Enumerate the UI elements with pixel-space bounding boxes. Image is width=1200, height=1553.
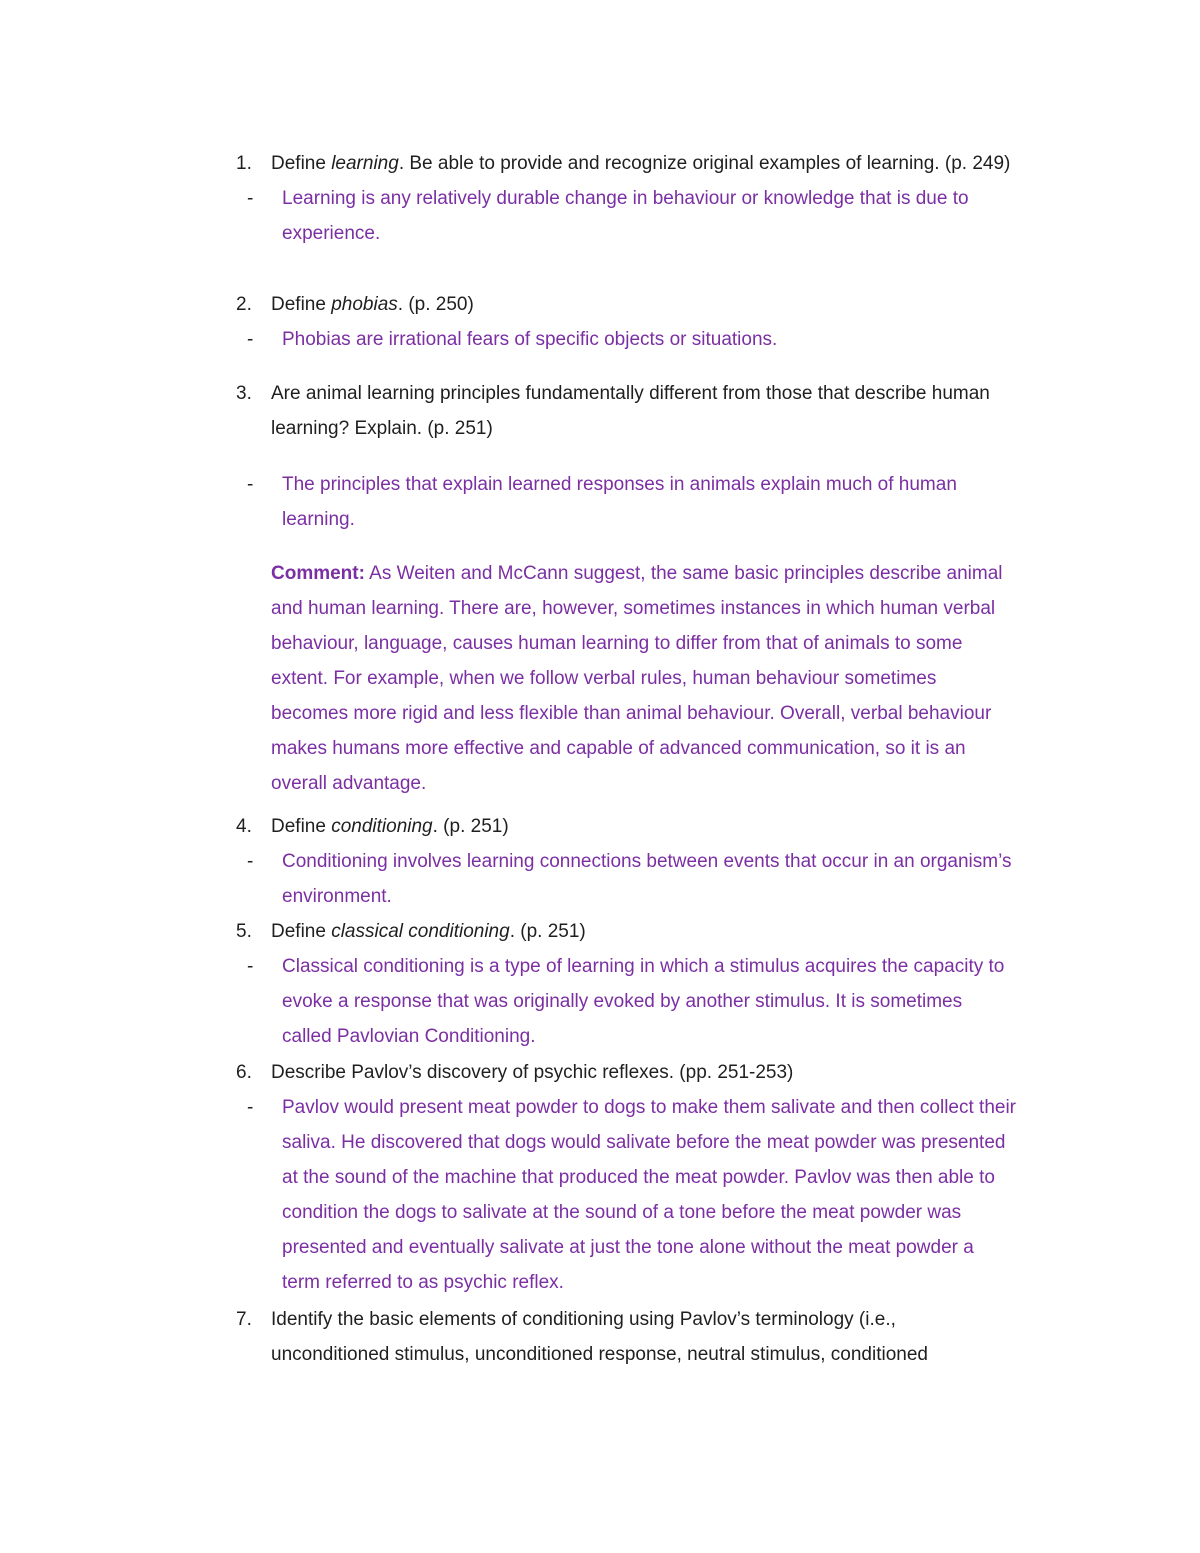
question-term: conditioning bbox=[331, 816, 433, 837]
comment-3 bbox=[236, 556, 1016, 801]
answer-2 bbox=[236, 322, 1016, 357]
question-number: 5. bbox=[236, 921, 252, 942]
answer-6 bbox=[236, 1090, 1016, 1300]
answer-text: Conditioning involves learning connections between events that occur in an organism’s environment. bbox=[282, 851, 1012, 907]
question-number: 7. bbox=[236, 1309, 252, 1330]
comment-label: Comment: bbox=[271, 563, 365, 584]
answer-5 bbox=[236, 949, 1016, 1054]
question-5 bbox=[236, 914, 1016, 1054]
question-term: classical conditioning bbox=[331, 921, 510, 942]
question-7 bbox=[236, 1302, 1016, 1372]
answer-4 bbox=[236, 844, 1016, 914]
question-3 bbox=[236, 376, 1016, 446]
answer-dash: - bbox=[247, 1097, 254, 1118]
question-text: Describe Pavlov’s discovery of psychic reflexes. (pp. 251-253) bbox=[271, 1062, 794, 1083]
answer-text: Pavlov would present meat powder to dogs to make them salivate and then collect their saliva. He discovered that dogs would salivate before the meat powder was presented at the sound of the machine that produced the meat powder. Pavlov was then able to condition the dogs to salivate at the sound of a tone before the meat powder was presented and eventually salivate at just the tone alone without the meat powder a term referred to as psychic reflex. bbox=[282, 1097, 1017, 1293]
answer-dash: - bbox=[247, 474, 254, 495]
answer-dash: - bbox=[247, 188, 254, 209]
question-6 bbox=[236, 1055, 1016, 1300]
question-number: 4. bbox=[236, 816, 252, 837]
question-text: Define classical conditioning. (p. 251) bbox=[271, 921, 586, 942]
answer-dash: - bbox=[247, 329, 254, 350]
answer-dash: - bbox=[247, 956, 254, 977]
question-text: Are animal learning principles fundamentally different from those that describe human learning? Explain. (p. 251) bbox=[271, 383, 990, 439]
question-1 bbox=[236, 146, 1016, 251]
comment-text: As Weiten and McCann suggest, the same basic principles describe animal and human learning. There are, however, sometimes instances in which human verbal behaviour, language, causes human learning to differ from that of animals to some extent. For example, when we follow verbal rules, human behaviour sometimes becomes more rigid and less flexible than animal behaviour. Overall, verbal behaviour makes humans more effective and capable of advanced communication, so it is an overall advantage. bbox=[271, 563, 1003, 794]
question-number: 6. bbox=[236, 1062, 252, 1083]
question-number: 2. bbox=[236, 294, 252, 315]
answer-text: The principles that explain learned responses in animals explain much of human learning. bbox=[282, 474, 957, 530]
answer-text: Classical conditioning is a type of learning in which a stimulus acquires the capacity to evoke a response that was originally evoked by another stimulus. It is sometimes called Pavlovian Conditioning. bbox=[282, 956, 1005, 1047]
question-number: 1. bbox=[236, 153, 252, 174]
question-4 bbox=[236, 809, 1016, 914]
question-text: Identify the basic elements of conditioning using Pavlov’s terminology (i.e., unconditioned stimulus, unconditioned response, neutral stimulus, conditioned bbox=[271, 1309, 928, 1365]
question-term: phobias bbox=[331, 294, 398, 315]
question-text: Define conditioning. (p. 251) bbox=[271, 816, 509, 837]
question-number: 3. bbox=[236, 383, 252, 404]
answer-text: Phobias are irrational fears of specific objects or situations. bbox=[282, 329, 778, 350]
question-term: learning bbox=[331, 153, 399, 174]
answer-1 bbox=[236, 181, 1016, 251]
question-2 bbox=[236, 287, 1016, 357]
question-text: Define phobias. (p. 250) bbox=[271, 294, 474, 315]
answer-text: Learning is any relatively durable change in behaviour or knowledge that is due to experience. bbox=[282, 188, 969, 244]
answer-3 bbox=[236, 467, 1016, 537]
question-text: Define learning. Be able to provide and recognize original examples of learning. (p. 249) bbox=[271, 153, 1011, 174]
answer-dash: - bbox=[247, 851, 254, 872]
